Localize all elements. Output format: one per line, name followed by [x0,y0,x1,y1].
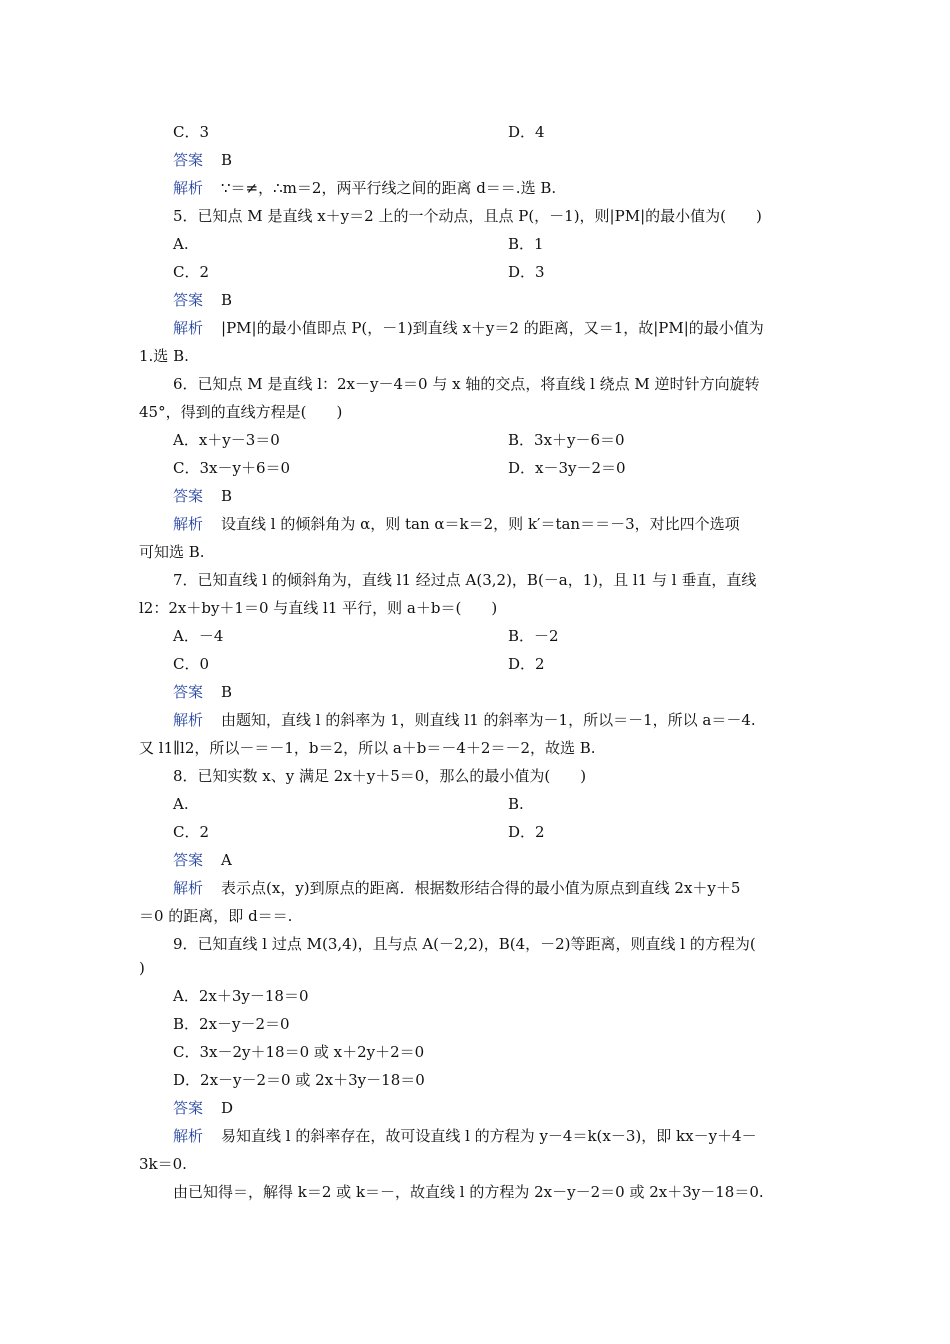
option-d: D．4 [508,123,545,141]
answer-value: D [221,1099,234,1117]
analysis-continuation: 由已知得＝，解得 k＝2 或 k＝－，故直线 l 的方程为 2x－y－2＝0 或 2x＋3y－18＝0. [173,1183,764,1201]
analysis-continuation: ＝0 的距离，即 d＝＝. [139,907,293,925]
answer-label: 答案 [173,151,204,169]
answer-label: 答案 [173,487,204,505]
option-row [0,654,950,674]
answer-label: 答案 [173,851,204,869]
analysis-label: 解析 [173,879,204,897]
question-stem-continuation: ) [139,959,145,977]
answer-label: 答案 [173,1099,204,1117]
option-d: D．3 [508,263,545,281]
option-a: A．x＋y－3＝0 [173,431,280,449]
answer-label: 答案 [173,683,204,701]
analysis-label: 解析 [173,711,204,729]
analysis-continuation: 又 l1∥l2，所以－＝－1，b＝2，所以 a＋b＝－4＋2＝－2，故选 B. [139,739,596,757]
answer-line [173,150,232,170]
answer-line [173,1098,233,1118]
option-row [0,822,950,842]
analysis-line [173,514,740,534]
option-row [0,430,950,450]
question-stem: 9．已知直线 l 过点 M(3,4)，且与点 A(－2,2)，B(4，－2)等距离，则直线 l 的方程为( [173,935,756,953]
answer-value: B [221,683,233,701]
question-stem: 6．已知点 M 是直线 l：2x－y－4＝0 与 x 轴的交点，将直线 l 绕点 M 逆时针方向旋转 [173,375,760,393]
analysis-line [173,710,756,730]
question-stem-continuation: 45°，得到的直线方程是( ) [139,403,343,421]
analysis-label: 解析 [173,179,204,197]
option-a: A. [173,795,189,813]
option-b: B．－2 [508,627,559,645]
option-d: D．2 [508,823,545,841]
analysis-continuation: 3k＝0. [139,1155,187,1173]
analysis-line [173,1126,757,1146]
analysis-text: 设直线 l 的倾斜角为 α，则 tan α＝k＝2，则 k′＝tan＝＝－3，对比四个选项 [221,515,740,533]
option-c: C．3 [173,123,210,141]
option-b: B．3x＋y－6＝0 [508,431,625,449]
analysis-continuation: 可知选 B. [139,543,205,561]
option-row [0,626,950,646]
option-row [0,458,950,478]
analysis-label: 解析 [173,319,204,337]
answer-line [173,290,232,310]
answer-value: B [221,487,233,505]
analysis-text: 表示点(x，y)到原点的距离．根据数形结合得的最小值为原点到直线 2x＋y＋5 [221,879,741,897]
option-row [0,262,950,282]
option-c: C．2 [173,263,210,281]
answer-value: B [221,291,233,309]
option-d: D．2x－y－2＝0 或 2x＋3y－18＝0 [173,1071,425,1089]
question-stem: 8．已知实数 x、y 满足 2x＋y＋5＝0，那么的最小值为( ) [173,767,587,785]
answer-value: B [221,151,233,169]
analysis-line [173,178,556,198]
option-c: C．2 [173,823,210,841]
answer-value: A [221,851,232,869]
option-c: C．3x－2y＋18＝0 或 x＋2y＋2＝0 [173,1043,425,1061]
answer-line [173,682,232,702]
option-b: B．1 [508,235,544,253]
option-d: D．x－3y－2＝0 [508,459,626,477]
analysis-label: 解析 [173,515,204,533]
analysis-line [173,878,740,898]
option-b: B．2x－y－2＝0 [173,1015,290,1033]
analysis-text: 易知直线 l 的斜率存在，故可设直线 l 的方程为 y－4＝k(x－3)，即 kx－y＋4－ [221,1127,757,1145]
question-stem-continuation: l2：2x＋by＋1＝0 与直线 l1 平行，则 a＋b＝( ) [139,599,498,617]
analysis-text: ∵＝≠，∴m＝2，两平行线之间的距离 d＝＝.选 B. [221,179,557,197]
analysis-text: 由题知，直线 l 的斜率为 1，则直线 l1 的斜率为－1，所以＝－1，所以 a＝－4. [221,711,756,729]
question-stem: 5．已知点 M 是直线 x＋y＝2 上的一个动点，且点 P(，－1)，则|PM|的最小值为( ) [173,207,762,225]
answer-line [173,486,232,506]
option-c: C．0 [173,655,210,673]
option-row [0,234,950,254]
option-b: B. [508,795,524,813]
option-row [0,794,950,814]
option-a: A．－4 [173,627,224,645]
option-row [0,122,950,142]
option-c: C．3x－y＋6＝0 [173,459,291,477]
analysis-text: |PM|的最小值即点 P(，－1)到直线 x＋y＝2 的距离，又＝1，故|PM|的最小值为 [221,319,764,337]
answer-line [173,850,232,870]
analysis-line [173,318,764,338]
option-d: D．2 [508,655,545,673]
analysis-continuation: 1.选 B. [139,347,189,365]
option-a: A．2x＋3y－18＝0 [173,987,309,1005]
option-a: A. [173,235,189,253]
question-stem: 7．已知直线 l 的倾斜角为，直线 l1 经过点 A(3,2)，B(－a，1)，且 l1 与 l 垂直，直线 [173,571,757,589]
analysis-label: 解析 [173,1127,204,1145]
answer-label: 答案 [173,291,204,309]
